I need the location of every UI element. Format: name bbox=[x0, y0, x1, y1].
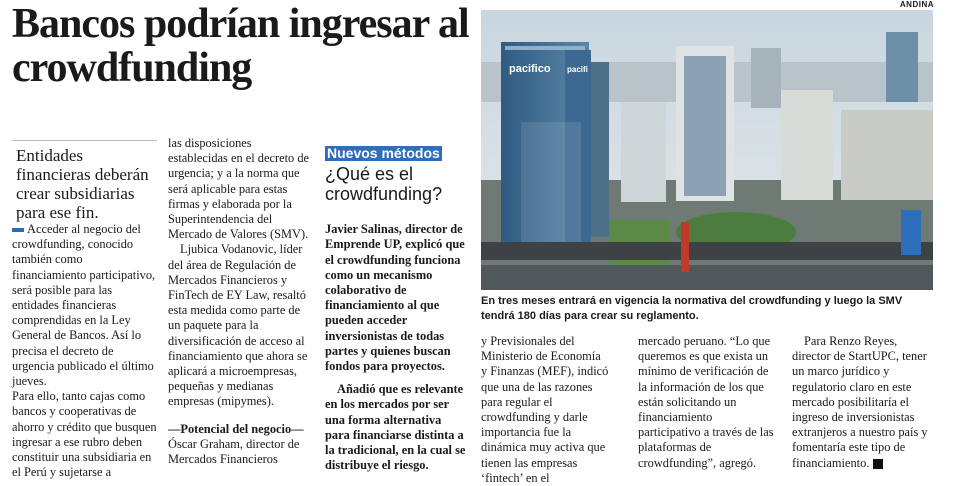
paragraph: las disposiciones establecidas en el decreto de urgencia; y a la norma que será aplicable para estas firmas y elaborada por la Superintendencia del Mercado de Valores (SMV). bbox=[168, 136, 310, 242]
photo-credit: ANDINA bbox=[899, 0, 934, 9]
article-column-2 bbox=[168, 136, 311, 467]
section-subtitle: —Potencial del negocio— bbox=[168, 421, 304, 436]
sign-pacifico-side: pacifi bbox=[567, 65, 588, 74]
city-skyline-illustration bbox=[481, 10, 933, 290]
paragraph: Para ello, tanto cajas como bancos y cooperativas de ahorro y crédito que busquen ingresar a ese rubro deben constituir una subsidiaria en el Perú y sujetarse a bbox=[12, 389, 157, 480]
article-column-5 bbox=[638, 334, 778, 471]
photo-caption: En tres meses entrará en vigencia la normativa del crowdfunding y luego la SMV tendrá 180 días para crear su reglamento. bbox=[481, 295, 903, 322]
article-column-1 bbox=[12, 222, 157, 480]
sign-pacifico: pacifico bbox=[509, 63, 551, 75]
news-photo bbox=[481, 10, 933, 290]
paragraph bbox=[792, 334, 932, 471]
paragraph: Añadió que es relevante en los mercados por ser una forma alternativa para financiarse distinta a la tradicional, en la cual se distribuye el riesgo. bbox=[325, 382, 466, 473]
section-tag: Nuevos métodos bbox=[327, 145, 440, 161]
subhead: Entidades financieras deberán crear subsidiarias para ese fin. bbox=[16, 146, 149, 222]
divider bbox=[12, 140, 157, 141]
paragraph: Óscar Graham, director de Mercados Financieros bbox=[168, 436, 300, 467]
lead-dash-icon bbox=[12, 228, 24, 232]
paragraph: y Previsionales del Ministerio de Economía y Finanzas (MEF), indicó que una de las razones para regular el crowdfunding y darle importancia fue la dinámica muy activa que tienen las empresas ‘fintech’ en el bbox=[481, 334, 609, 485]
paragraph: Ljubica Vodanovic, líder del área de Regulación de Mercados Financieros y FinTech de EY Law, resaltó esta medida como parte de un paquete para la diversificación de acceso al financiamiento que ahora se aplicará a microempresas, pequeñas y medianas empresas (mipymes). bbox=[168, 242, 308, 409]
paragraph-text: Para Renzo Reyes, director de StartUPC, tener un marco jurídico y regulatorio claro en este mercado posibilitaría el ingreso de inversionistas extranjeros a nuestro país y fomentaría este tipo de financiamiento. bbox=[792, 334, 928, 470]
end-mark-icon bbox=[873, 459, 883, 469]
headline: Bancos podrían ingresar al crowdfunding bbox=[12, 1, 469, 91]
paragraph bbox=[12, 222, 157, 389]
sidebar-column bbox=[325, 146, 468, 473]
paragraph: Javier Salinas, director de Emprende UP, explicó que el crowdfunding funciona como un mecanismo colaborativo de financiamiento al que pueden acceder inversionistas de todas partes y quienes buscan fondos para proyectos. bbox=[325, 222, 465, 374]
article-column-6 bbox=[792, 334, 932, 471]
paragraph: mercado peruano. “Lo que queremos es que exista un mínimo de verificación de la información de los que están solicitando un financiamiento participativo a través de las plataformas de crowdfunding”, agregó. bbox=[638, 334, 774, 470]
paragraph-text: Acceder al negocio del crowdfunding, conocido también como financiamiento participativo, será posible para las entidades financieras comprendidas en la Ley General de Bancos. Así lo precisa el decreto de urgencia publicado el último jueves. bbox=[12, 222, 156, 389]
section-title: ¿Qué es el crowdfunding? bbox=[325, 164, 443, 205]
article-column-4 bbox=[481, 334, 609, 486]
